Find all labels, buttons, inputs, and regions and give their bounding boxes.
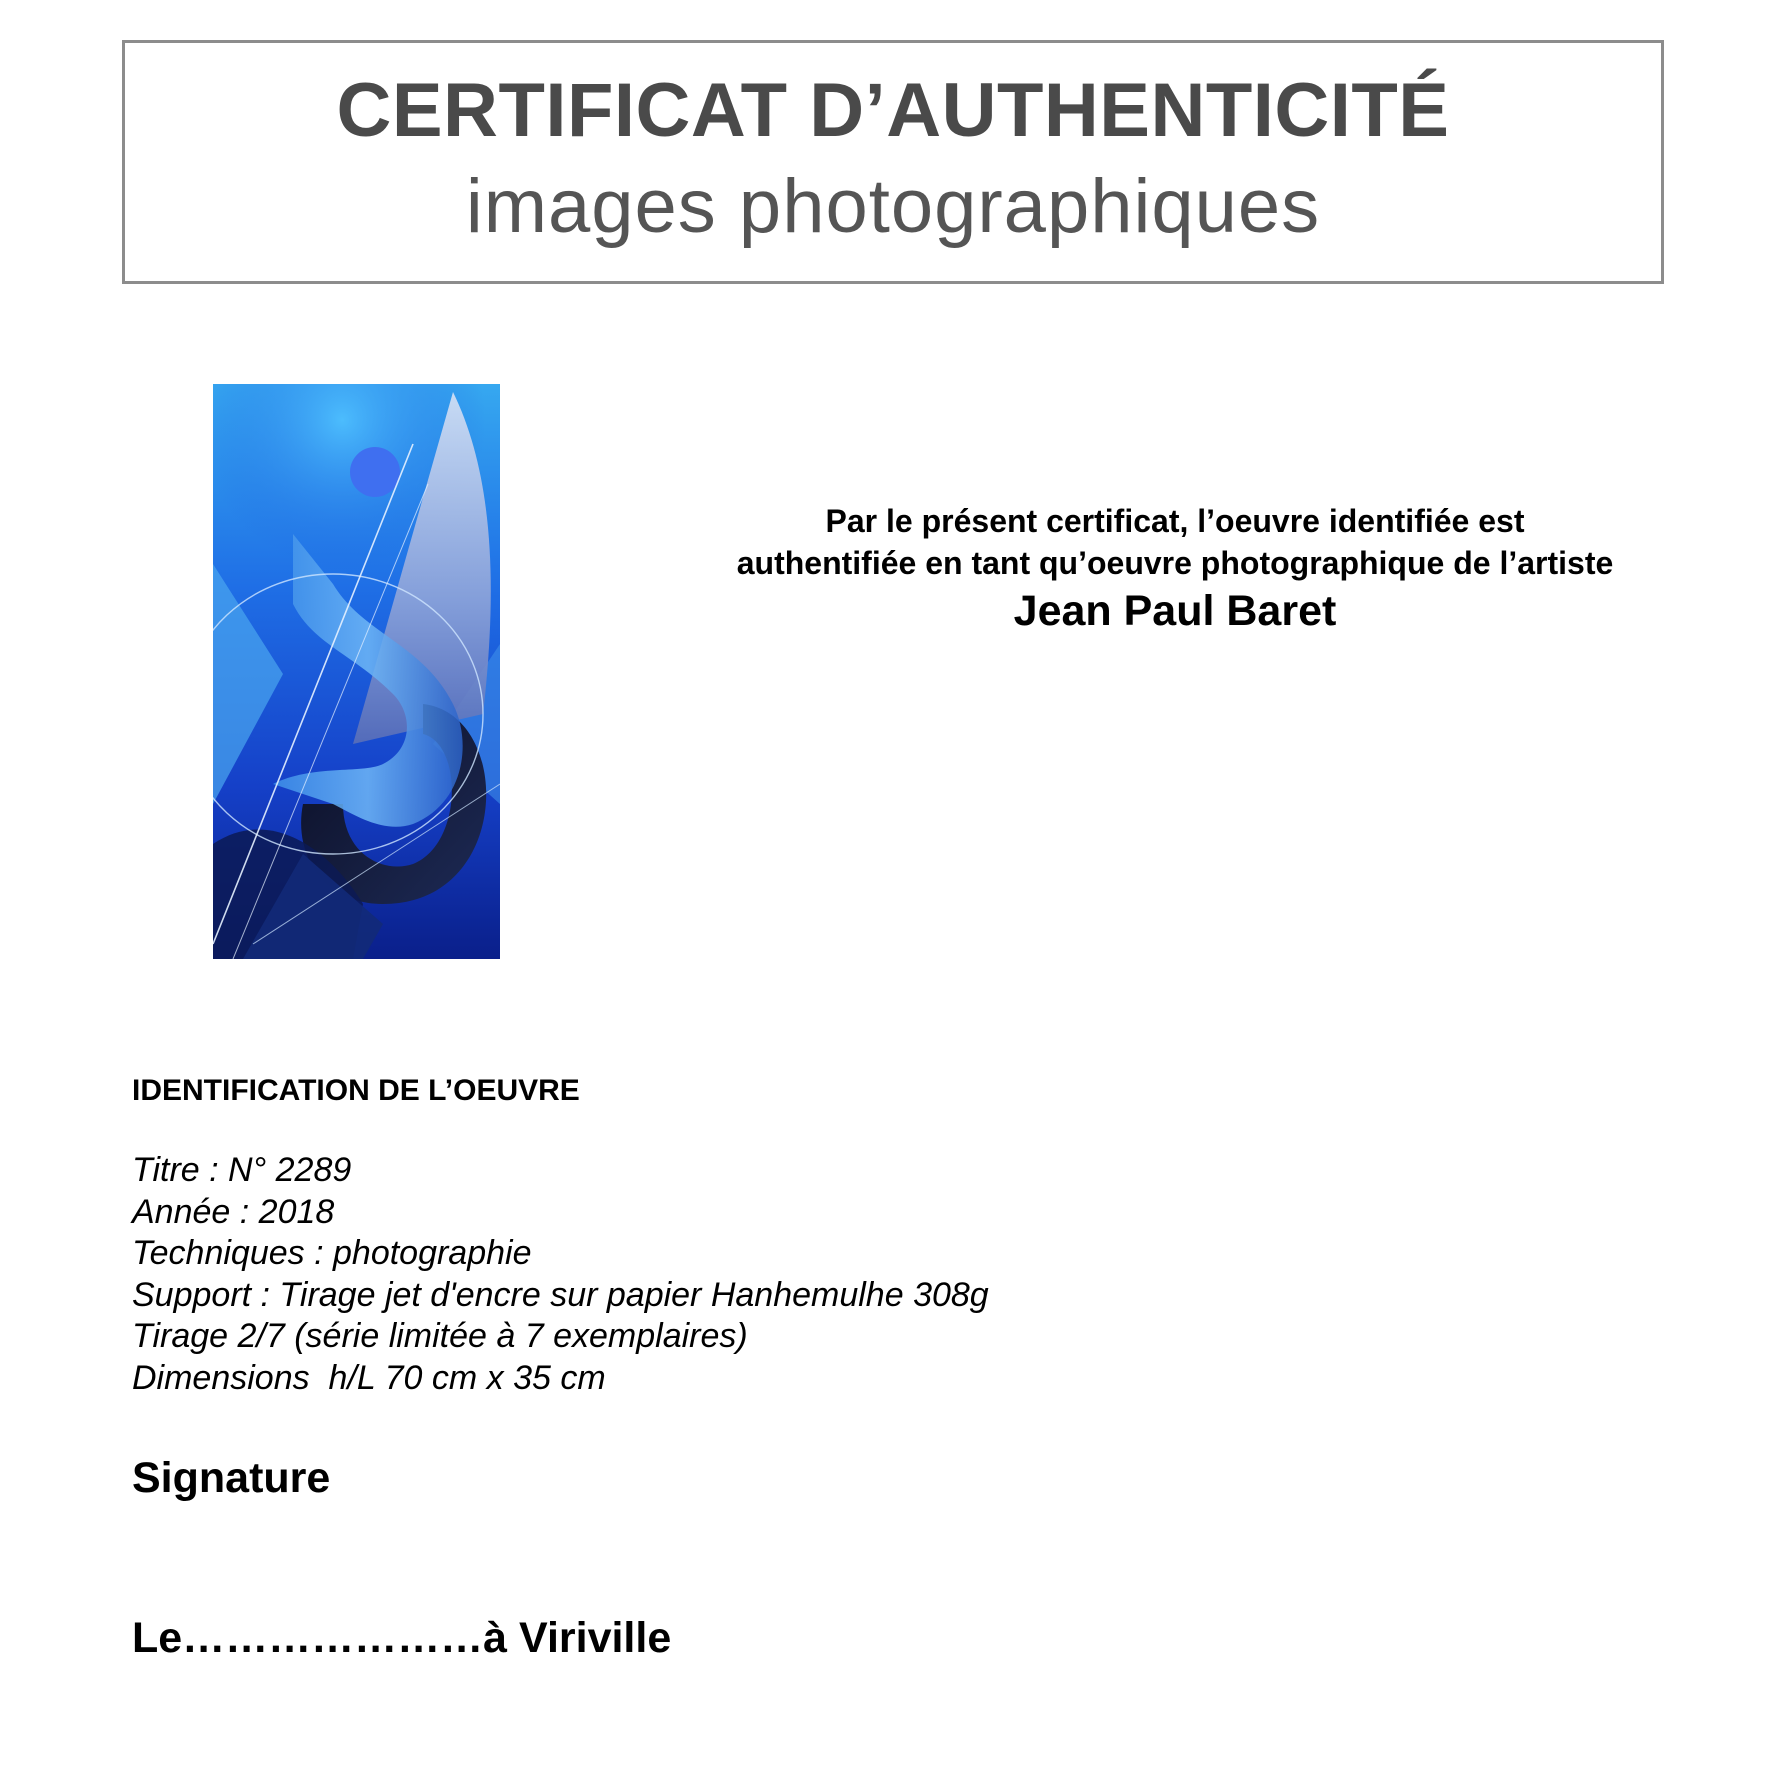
- artwork-image: [213, 384, 500, 959]
- certificate-subtitle: images photographiques: [465, 164, 1321, 249]
- detail-technique: Techniques : photographie: [132, 1234, 532, 1272]
- detail-support: Support : Tirage jet d'encre sur papier Hanhemulhe 308g: [132, 1275, 989, 1314]
- signature-label: Signature: [132, 1454, 331, 1502]
- artwork-details: [132, 1150, 989, 1399]
- artist-name: Jean Paul Baret: [1013, 587, 1337, 635]
- detail-year: Année : 2018: [132, 1192, 335, 1231]
- statement-line-1: Par le présent certificat, l’oeuvre identifiée est: [825, 503, 1525, 539]
- date-place-line: Le…………………à Viriville: [132, 1614, 672, 1662]
- detail-dimensions: Dimensions h/L 70 cm x 35 cm: [132, 1358, 606, 1397]
- certificate-title: CERTIFICAT D’AUTHENTICITÉ: [336, 68, 1450, 153]
- identification-heading: IDENTIFICATION DE L’OEUVRE: [132, 1074, 580, 1107]
- authentication-statement: [640, 500, 1710, 638]
- detail-edition: Tirage 2/7 (série limitée à 7 exemplaires): [132, 1317, 748, 1355]
- statement-line-2: authentifiée en tant qu’oeuvre photographique de l’artiste: [736, 545, 1614, 581]
- certificate-header: [122, 40, 1664, 284]
- detail-title: Titre : N° 2289: [132, 1151, 352, 1189]
